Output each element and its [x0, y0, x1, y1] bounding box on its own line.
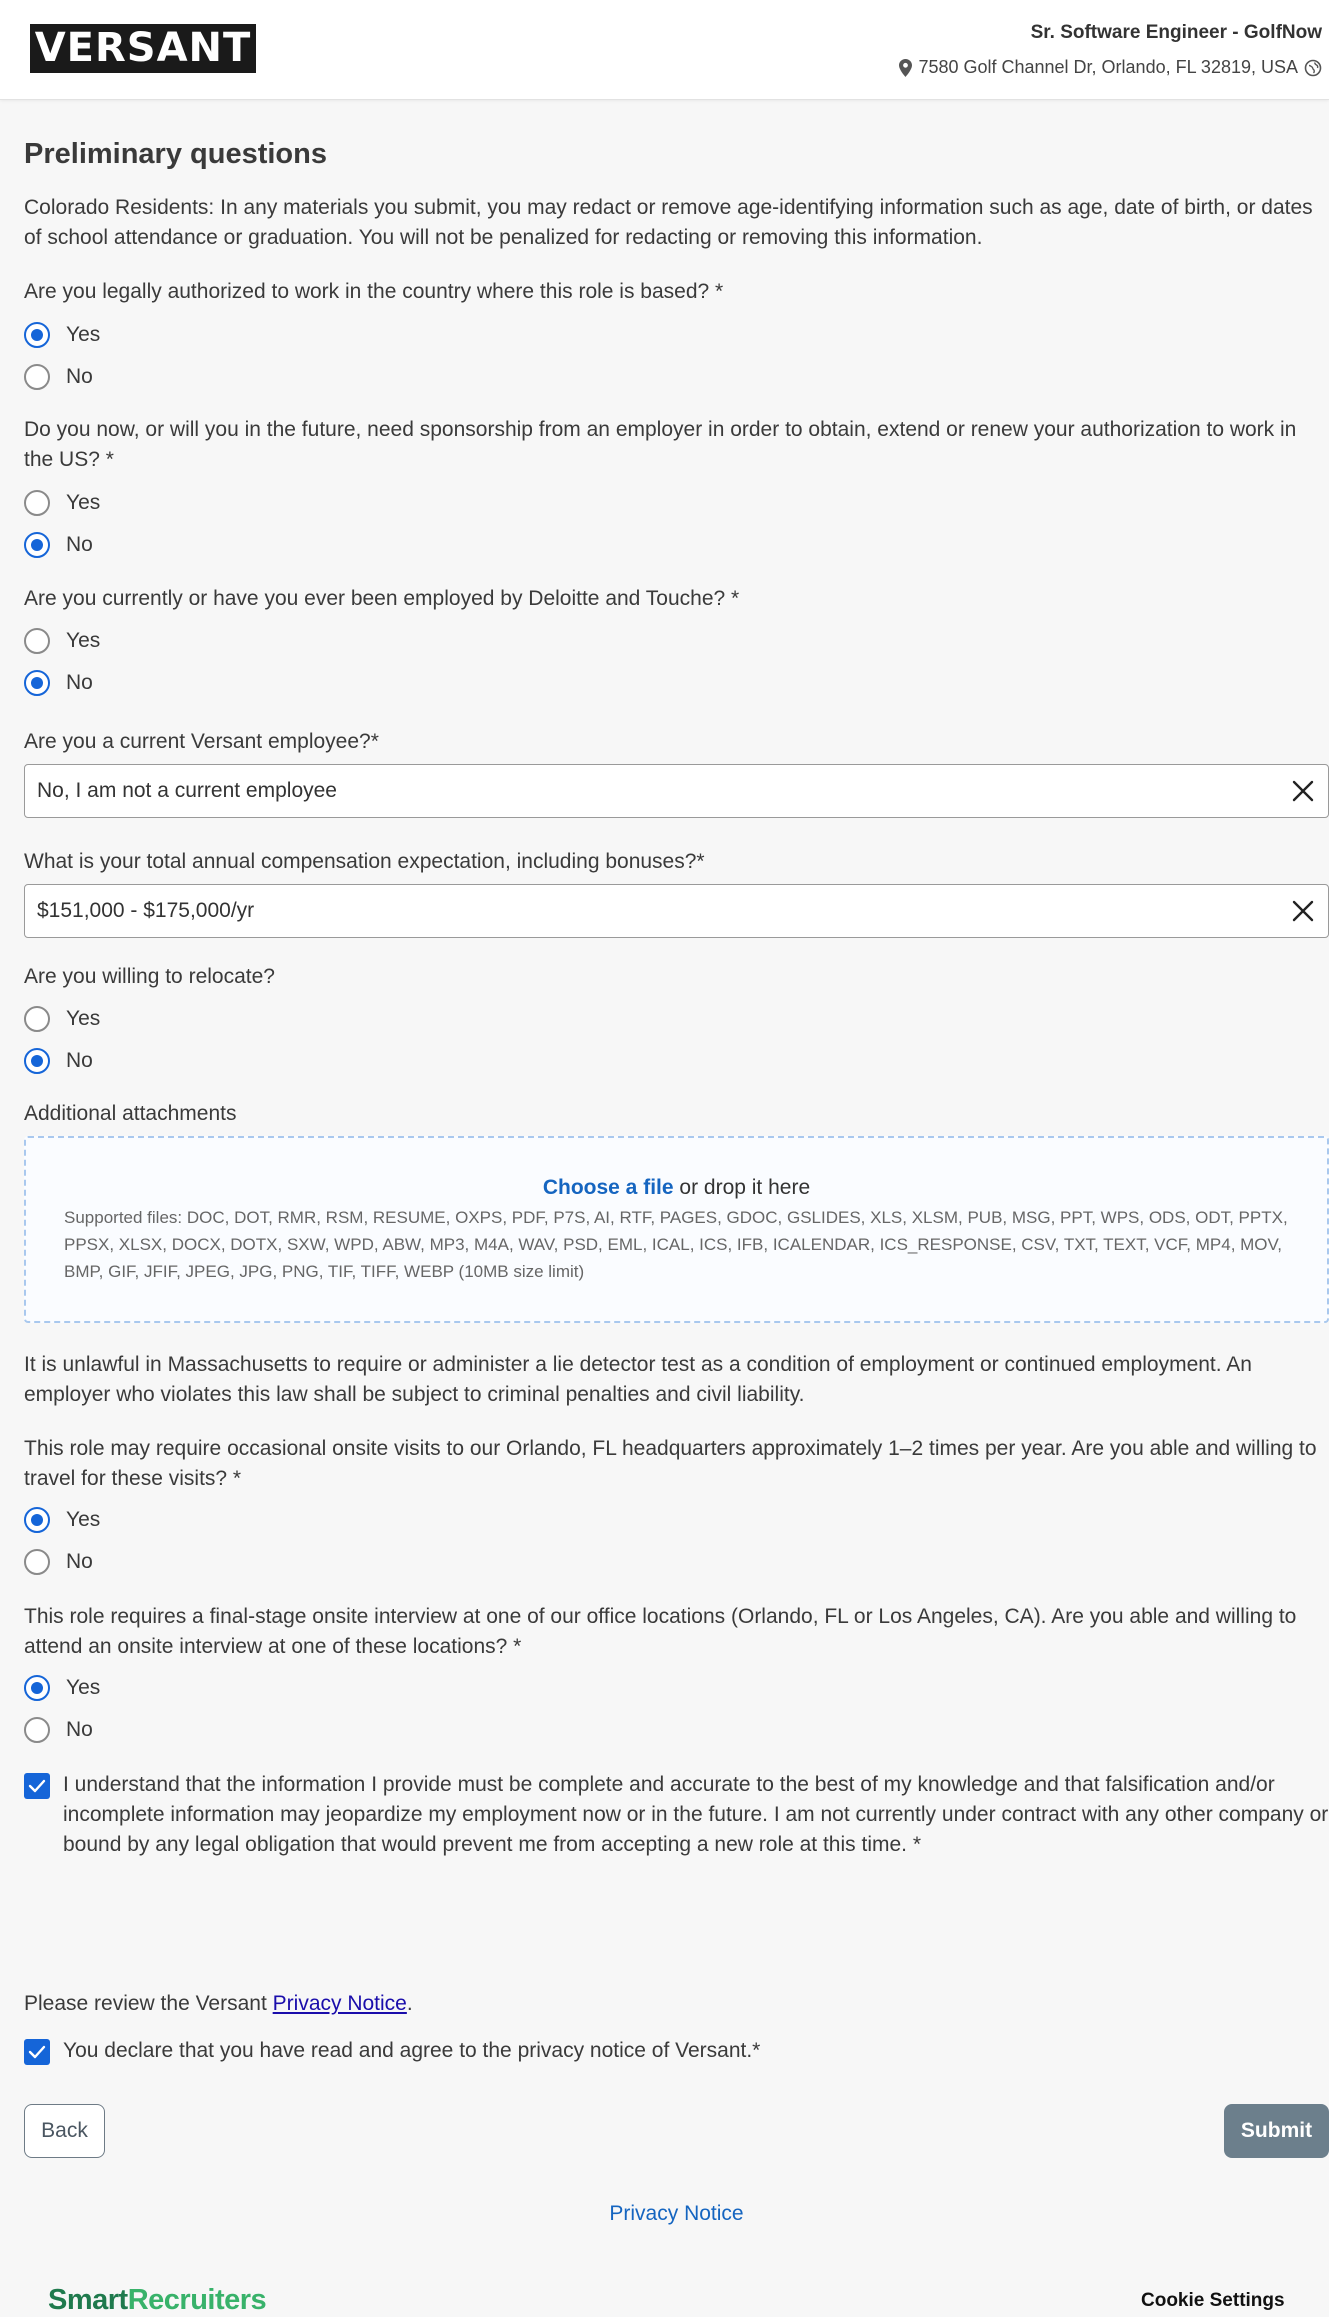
back-button[interactable]: Back: [24, 2104, 105, 2158]
deloitte-yes-option[interactable]: [24, 626, 100, 656]
radio-label: No: [66, 533, 93, 556]
compensation-value: $151,000 - $175,000/yr: [37, 899, 255, 922]
onsite-visits-no-option[interactable]: [24, 1547, 93, 1577]
privacy-ack-text: You declare that you have read and agree to the privacy notice of Versant.*: [63, 2039, 761, 2062]
onsite-interview-yes-option[interactable]: [24, 1673, 100, 1703]
job-location: [899, 57, 1322, 78]
globe-icon[interactable]: [1304, 59, 1322, 77]
radio-label: Yes: [66, 491, 101, 514]
compensation-question: What is your total annual compensation expectation, including bonuses?*: [24, 850, 705, 873]
attachments-label: Additional attachments: [24, 1102, 237, 1125]
onsite-interview-question: This role requires a final-stage onsite interview at one of our office locations (Orlando, FL or Los Angeles, CA). Are you able and willing to attend an onsite interview at one of these locations? *: [24, 1605, 1297, 1658]
radio-button[interactable]: [24, 1048, 50, 1074]
colorado-notice: Colorado Residents: In any materials you submit, you may redact or remove age-identifying information such as age, date of birth, or dates of school attendance or graduation. You will not be penalized for redacting or removing this information.: [24, 196, 1313, 249]
job-location-text: 7580 Golf Channel Dr, Orlando, FL 32819, USA: [918, 57, 1298, 77]
radio-label: Yes: [66, 1007, 101, 1030]
radio-label: No: [66, 1550, 93, 1573]
checkmark-icon: [28, 1779, 46, 1793]
versant-logo[interactable]: VERSANT: [30, 24, 256, 73]
privacy-review-prefix: Please review the Versant: [24, 1992, 267, 2015]
radio-label: Yes: [66, 1676, 101, 1699]
relocate-question: Are you willing to relocate?: [24, 965, 275, 988]
current-employee-value: No, I am not a current employee: [37, 779, 337, 802]
radio-label: Yes: [66, 323, 101, 346]
brand-recruiters: Recruiters: [127, 2284, 267, 2316]
privacy-review-line: [24, 1989, 413, 2019]
footer-privacy-link[interactable]: Privacy Notice: [609, 2202, 744, 2225]
radio-label: Yes: [66, 1508, 101, 1531]
authorized-question: Are you legally authorized to work in the country where this role is based? *: [24, 280, 724, 303]
privacy-notice-link[interactable]: Privacy Notice: [272, 1992, 407, 2015]
privacy-review-suffix: .: [406, 1992, 413, 2015]
deloitte-no-option[interactable]: [24, 668, 93, 698]
file-dropzone[interactable]: [24, 1136, 1329, 1323]
radio-label: No: [66, 671, 93, 694]
radio-button[interactable]: [24, 1717, 50, 1743]
privacy-checkbox[interactable]: [24, 2039, 50, 2065]
choose-file-link[interactable]: Choose a file: [542, 1176, 674, 1199]
relocate-no-option[interactable]: [24, 1046, 93, 1076]
radio-button[interactable]: [24, 322, 50, 348]
smartrecruiters-logo[interactable]: [48, 2284, 266, 2317]
submit-button[interactable]: Submit: [1224, 2104, 1329, 2158]
job-title: Sr. Software Engineer - GolfNow: [1030, 22, 1322, 43]
radio-label: No: [66, 1718, 93, 1741]
checkmark-icon: [28, 2045, 46, 2059]
onsite-interview-no-option[interactable]: [24, 1715, 93, 1745]
section-title: Preliminary questions: [24, 138, 327, 170]
radio-button[interactable]: [24, 490, 50, 516]
radio-button[interactable]: [24, 1006, 50, 1032]
radio-label: No: [66, 1049, 93, 1072]
radio-button[interactable]: [24, 532, 50, 558]
radio-button[interactable]: [24, 1549, 50, 1575]
onsite-visits-question: This role may require occasional onsite visits to our Orlando, FL headquarters approximately 1–2 times per year. Are you able and willing to travel for these visits? *: [24, 1437, 1317, 1490]
accuracy-ack-text: I understand that the information I provide must be complete and accurate to the best of my knowledge and that falsification and/or incomplete information may jeopardize my employment now or in the future. I am not currently under contract with any other company or bound by any legal obligation that would prevent me from accepting a new role at this time. *: [63, 1773, 1329, 1856]
clear-icon[interactable]: [1292, 780, 1314, 802]
accuracy-checkbox[interactable]: [24, 1773, 50, 1799]
sponsorship-question: Do you now, or will you in the future, need sponsorship from an employer in order to obtain, extend or renew your authorization to work in the US? *: [24, 418, 1297, 471]
header-bar: [0, 0, 1329, 100]
sponsorship-yes-option[interactable]: [24, 488, 100, 518]
clear-icon[interactable]: [1292, 900, 1314, 922]
dropzone-prompt: [26, 1176, 1327, 1200]
radio-button[interactable]: [24, 1507, 50, 1533]
radio-label: No: [66, 365, 93, 388]
current-employee-question: Are you a current Versant employee?*: [24, 730, 379, 753]
authorized-yes-option[interactable]: [24, 320, 100, 350]
massachusetts-notice: It is unlawful in Massachusetts to require or administer a lie detector test as a condition of employment or continued employment. An employer who violates this law shall be subject to criminal penalties and civil liability.: [24, 1353, 1252, 1406]
compensation-select[interactable]: [24, 884, 1329, 938]
radio-button[interactable]: [24, 364, 50, 390]
radio-label: Yes: [66, 629, 101, 652]
radio-button[interactable]: [24, 628, 50, 654]
authorized-no-option[interactable]: [24, 362, 93, 392]
radio-button[interactable]: [24, 1675, 50, 1701]
deloitte-question: Are you currently or have you ever been employed by Deloitte and Touche? *: [24, 587, 740, 610]
current-employee-select[interactable]: [24, 764, 1329, 818]
brand-smart: Smart: [48, 2284, 128, 2316]
radio-button[interactable]: [24, 670, 50, 696]
onsite-visits-yes-option[interactable]: [24, 1505, 100, 1535]
map-pin-icon: [899, 59, 912, 77]
supported-files-text: Supported files: DOC, DOT, RMR, RSM, RESUME, OXPS, PDF, P7S, AI, RTF, PAGES, GDOC, GSLIDES, XLS, XLSM, PUB, MSG, PPT, WPS, ODS, ODT, PPTX, PPSX, XLSX, DOCX, DOTX, SXW, WPD, ABW, MP3, M4A, WAV, PSD, EML, ICAL, ICS, IFB, ICALENDAR, ICS_RESPONSE, CSV, TXT, TEXT, VCF, MP4, MOV, BMP, GIF, JFIF, JPEG, JPG, PNG, TIF, TIFF, WEBP (10MB size limit): [64, 1208, 1288, 1281]
sponsorship-no-option[interactable]: [24, 530, 93, 560]
cookie-settings-link[interactable]: Cookie Settings: [1141, 2290, 1285, 2311]
drop-text: or drop it here: [679, 1176, 811, 1199]
relocate-yes-option[interactable]: [24, 1004, 100, 1034]
